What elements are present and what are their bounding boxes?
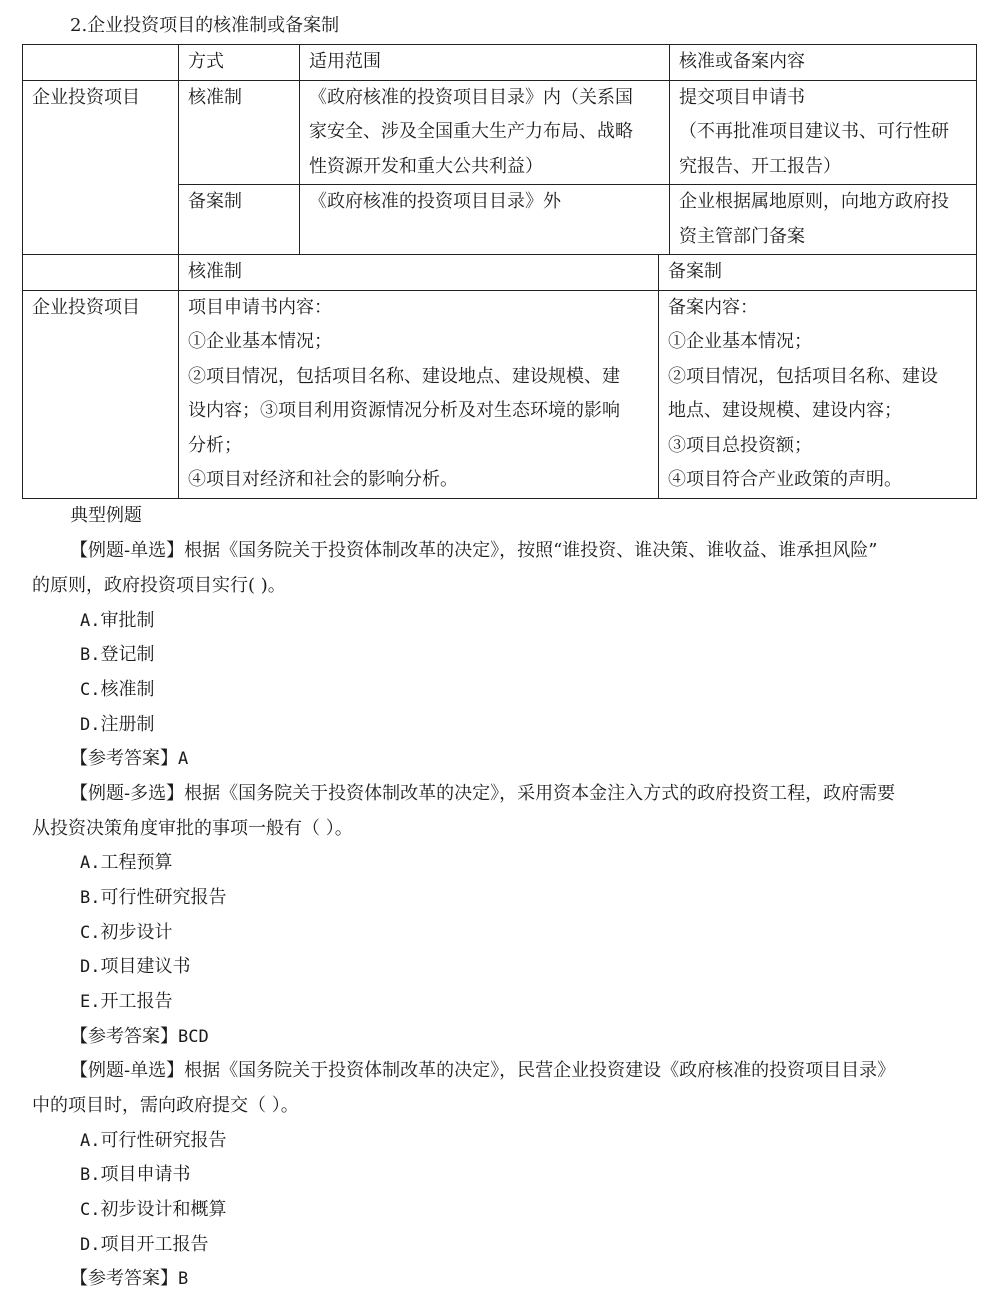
content-line: 提交项目申请书 [679, 86, 805, 108]
content-line: （不再批准项目建议书、可行性研 [679, 121, 949, 142]
filing-content-cell [659, 290, 977, 498]
scope-cell [300, 80, 670, 185]
examples-title: 典型例题 [70, 505, 142, 526]
table-header-row [23, 255, 977, 291]
answer-label: 【参考答案】 [70, 1026, 178, 1047]
approval-line: ④项目对经济和社会的影响分析。 [188, 469, 458, 490]
option-item [80, 1161, 190, 1189]
row-label: 企业投资项目 [23, 80, 179, 255]
question-line: 【例题-单选】根据《国务院关于投资体制改革的决定》，按照“谁投资、谁决策、谁收益、谁承担风险” [70, 540, 878, 561]
option-item [80, 641, 154, 669]
content-line: 企业根据属地原则，向地方政府投 [679, 191, 949, 212]
option-text: 核准制 [100, 679, 155, 700]
option-key: C. [80, 680, 101, 700]
option-text: 可行性研究报告 [100, 1130, 227, 1151]
answer-line [70, 1265, 188, 1293]
question-line: 的原则，政府投资项目实行( )。 [32, 575, 286, 596]
header-blank-cell [23, 255, 179, 291]
option-item [80, 884, 226, 912]
option-key: D. [80, 715, 101, 735]
option-key: D. [80, 1235, 101, 1255]
option-key: B. [80, 1165, 101, 1185]
option-item [80, 676, 154, 704]
row-label: 企业投资项目 [23, 290, 179, 498]
option-item [80, 953, 190, 981]
header-mode: 方式 [179, 45, 300, 81]
question-line: 中的项目时，需向政府提交（ ）。 [32, 1095, 299, 1116]
option-text: 项目开工报告 [100, 1234, 209, 1255]
answer-line [70, 745, 188, 773]
option-text: 登记制 [100, 644, 155, 665]
approval-line: 设内容；③项目利用资源情况分析及对生态环境的影响 [188, 400, 620, 421]
header-scope: 适用范围 [300, 45, 670, 81]
approval-line: ②项目情况，包括项目名称、建设地点、建设规模、建 [188, 365, 620, 387]
table-row [23, 290, 977, 498]
content-cell [670, 80, 977, 185]
option-text: 可行性研究报告 [100, 887, 227, 908]
header-filing: 备案制 [659, 255, 977, 291]
content-line: 资主管部门备案 [679, 225, 805, 247]
filing-line: 地点、建设规模、建设内容； [668, 400, 902, 421]
filing-line: ③项目总投资额； [668, 434, 812, 456]
option-key: D. [80, 957, 101, 977]
header-blank-cell [23, 45, 179, 81]
option-item [80, 1231, 208, 1259]
question-line: 从投资决策角度审批的事项一般有（ ）。 [32, 818, 353, 839]
option-key: C. [80, 1200, 101, 1220]
scope-line: 《政府核准的投资项目目录》外 [309, 191, 561, 212]
content-cell [670, 185, 977, 255]
option-key: B. [80, 888, 101, 908]
header-content: 核准或备案内容 [670, 45, 977, 81]
answer-value: B [178, 1269, 189, 1289]
option-item [80, 1196, 226, 1224]
filing-line: ①企业基本情况； [668, 331, 812, 352]
mode-cell: 核准制 [179, 80, 300, 185]
option-item [80, 849, 172, 877]
question-line: 【例题-多选】根据《国务院关于投资体制改革的决定》，采用资本金注入方式的政府投资工程，政府需要 [70, 783, 896, 804]
scope-cell [300, 185, 670, 255]
option-text: 开工报告 [100, 991, 173, 1012]
option-key: A. [80, 611, 101, 631]
option-item [80, 1127, 226, 1155]
option-text: 工程预算 [100, 852, 173, 873]
option-item [80, 711, 154, 739]
answer-line [70, 1023, 209, 1051]
filing-line: ④项目符合产业政策的声明。 [668, 469, 902, 490]
approval-line: 项目申请书内容： [188, 296, 332, 318]
answer-value: A [178, 749, 189, 769]
option-key: A. [80, 853, 101, 873]
option-item [80, 988, 172, 1016]
approval-line: 分析； [188, 434, 242, 456]
approval-filing-table [22, 44, 977, 255]
option-text: 初步设计和概算 [100, 1199, 227, 1220]
option-text: 注册制 [100, 714, 155, 735]
content-line: 究报告、开工报告） [679, 155, 841, 177]
option-item [80, 919, 172, 947]
option-key: E. [80, 992, 101, 1012]
question-line: 【例题-单选】根据《国务院关于投资体制改革的决定》，民营企业投资建设《政府核准的投资项目目录》 [70, 1060, 896, 1081]
filing-line: ②项目情况，包括项目名称、建设 [668, 365, 938, 387]
answer-label: 【参考答案】 [70, 748, 178, 769]
answer-value: BCD [178, 1027, 209, 1047]
option-item [80, 607, 154, 635]
option-text: 审批制 [100, 610, 155, 631]
content-comparison-table [22, 254, 977, 499]
header-approval: 核准制 [179, 255, 659, 291]
table-header-row [23, 45, 977, 81]
answer-label: 【参考答案】 [70, 1268, 178, 1289]
option-text: 项目建议书 [100, 956, 191, 977]
option-text: 初步设计 [100, 922, 173, 943]
option-text: 项目申请书 [100, 1164, 191, 1185]
approval-line: ①企业基本情况； [188, 331, 332, 352]
scope-line: 家安全、涉及全国重大生产力布局、战略 [309, 121, 633, 142]
filing-line: 备案内容： [668, 296, 758, 318]
section-title: 2.企业投资项目的核准制或备案制 [70, 15, 340, 36]
table-row [23, 80, 977, 185]
scope-line: 性资源开发和重大公共利益） [309, 155, 543, 177]
option-key: C. [80, 923, 101, 943]
approval-content-cell [179, 290, 659, 498]
scope-line: 《政府核准的投资项目目录》内（关系国 [309, 86, 633, 108]
option-key: A. [80, 1131, 101, 1151]
option-key: B. [80, 645, 101, 665]
mode-cell: 备案制 [179, 185, 300, 255]
